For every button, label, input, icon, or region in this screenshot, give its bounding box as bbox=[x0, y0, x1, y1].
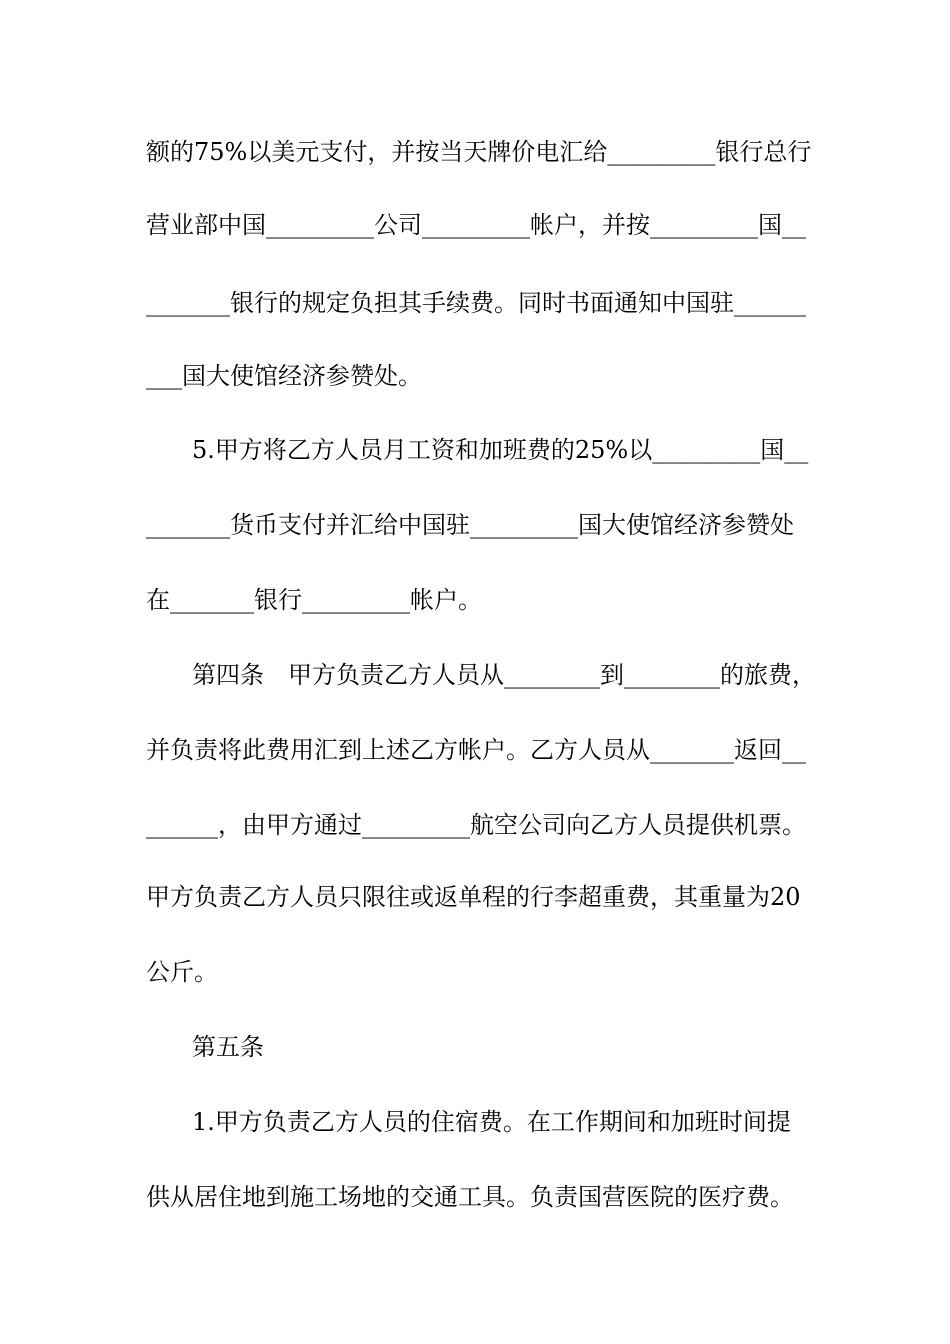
text-line-3: _______银行的规定负担其手续费。同时书面通知中国驻______ bbox=[146, 289, 806, 317]
text-line-12: 公斤。 bbox=[146, 958, 218, 986]
article-4-start: 第四条 甲方负责乙方人员从________到________的旅费， bbox=[192, 661, 816, 689]
text-line-9: 并负责将此费用汇到上述乙方帐户。乙方人员从_______返回__ bbox=[146, 736, 806, 764]
text-line-7: 在_______银行_________帐户。 bbox=[146, 586, 482, 614]
paragraph-5-start: 5.甲方将乙方人员月工资和加班费的25%以_________国__ bbox=[192, 436, 809, 464]
text-line-4: ___国大使馆经济参赞处。 bbox=[146, 362, 422, 390]
text-line-10: ______，由甲方通过_________航空公司向乙方人员提供机票。 bbox=[146, 811, 806, 839]
text-line-2: 营业部中国_________公司_________帐户，并按_________国__ bbox=[146, 211, 806, 239]
text-line-11: 甲方负责乙方人员只限往或返单程的行李超重费，其重量为20 bbox=[146, 883, 801, 911]
text-line-1: 额的75%以美元支付，并按当天牌价电汇给_________银行总行 bbox=[146, 138, 812, 166]
text-line-15: 供从居住地到施工场地的交通工具。负责国营医院的医疗费。 bbox=[146, 1183, 794, 1211]
text-line-6: _______货币支付并汇给中国驻_________国大使馆经济参赞处 bbox=[146, 511, 794, 539]
article-5-item-1-start: 1.甲方负责乙方人员的住宿费。在工作期间和加班时间提 bbox=[192, 1108, 791, 1136]
article-5-heading: 第五条 bbox=[192, 1033, 264, 1061]
